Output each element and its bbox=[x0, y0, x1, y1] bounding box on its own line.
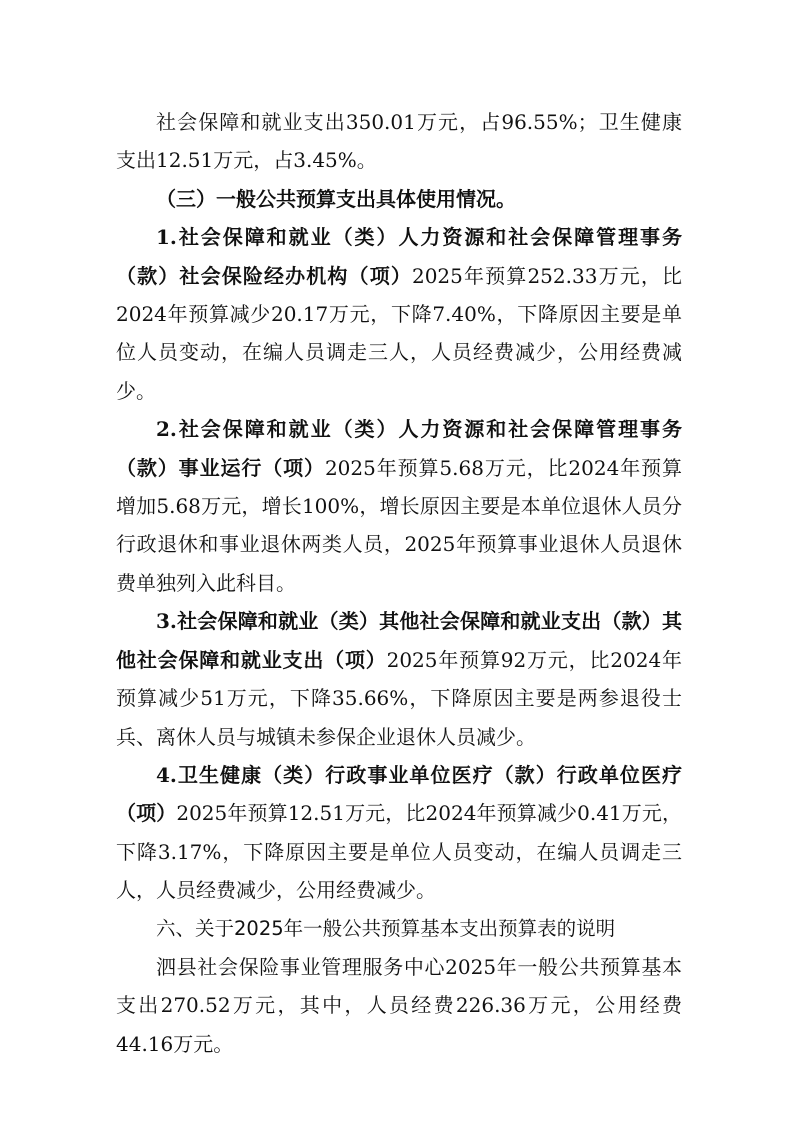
item-body-3: 2025年预算92万元，比2024年预算减少51万元，下降35.66%，下降原因主要是两参退役士兵、离休人员与城镇未参保企业退休人员减少。 bbox=[116, 647, 683, 749]
item-body-1: 2025年预算252.33万元，比2024年预算减少20.17万元，下降7.40%，下降原因主要是单位人员变动，在编人员调走三人，人员经费减少，公用经费减少。 bbox=[116, 263, 682, 403]
item-heading-2: 2.社会保障和就业（类）人力资源和社会保障管理事务（款）事业运行（项） bbox=[116, 417, 682, 480]
item-heading-4: 4.卫生健康（类）行政事业单位医疗（款）行政单位医疗（项） bbox=[116, 762, 682, 826]
item-paragraph-1 bbox=[116, 218, 682, 410]
item-heading-1: 1.社会保障和就业（类）人力资源和社会保障管理事务（款）社会保险经办机构（项） bbox=[116, 225, 682, 288]
item-paragraph-4 bbox=[116, 756, 682, 910]
section-three-title: （三）一般公共预算支出具体使用情况。 bbox=[156, 186, 516, 211]
item-body-2: 2025年预算5.68万元，比2024年预算增加5.68万元，增长100%，增长原因主要是本单位退休人员分行政退休和事业退休两类人员，2025年预算事业退休人员退休费单独列入此科目。 bbox=[116, 455, 683, 595]
document-page bbox=[116, 103, 682, 1063]
item-paragraph-3 bbox=[116, 602, 682, 756]
item-paragraph-2 bbox=[116, 410, 682, 602]
summary-paragraph: 社会保障和就业支出350.01万元，占96.55%；卫生健康支出12.51万元，占3.45%。 bbox=[116, 110, 682, 173]
section-six-title: 六、关于2025年一般公共预算基本支出预算表的说明 bbox=[156, 916, 616, 940]
basic-expenditure-paragraph: 泗县社会保险事业管理服务中心2025年一般公共预算基本支出270.52万元，其中，人员经费226.36万元，公用经费44.16万元。 bbox=[116, 954, 682, 1056]
item-body-4: 2025年预算12.51万元，比2024年预算减少0.41万元，下降3.17%，下降原因主要是单位人员变动，在编人员调走三人，人员经费减少，公用经费减少。 bbox=[116, 801, 682, 903]
item-heading-3: 3.社会保障和就业（类）其他社会保障和就业支出（款）其他社会保障和就业支出（项） bbox=[116, 609, 682, 672]
